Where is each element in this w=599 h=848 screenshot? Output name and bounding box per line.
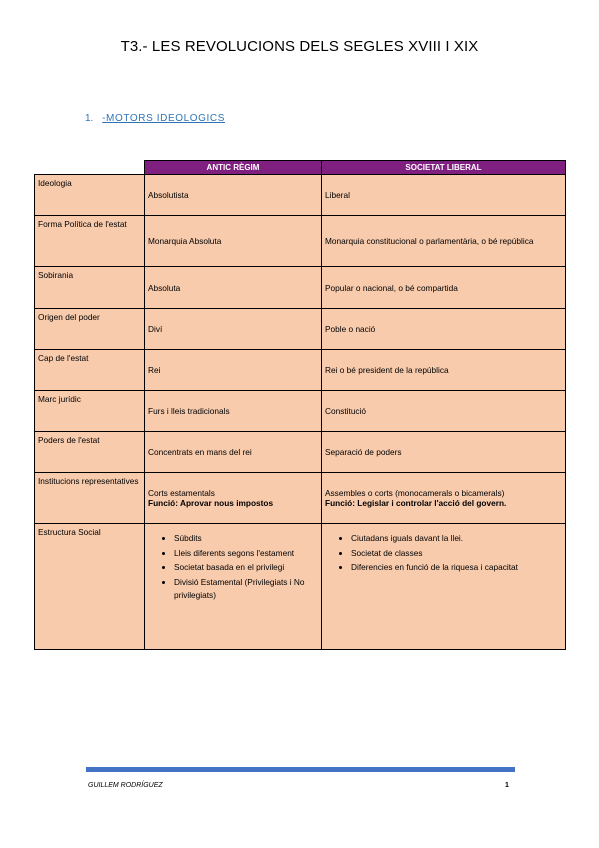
- header-societat-liberal: SOCIETAT LIBERAL: [322, 161, 566, 175]
- list-item: • Súbdits: [174, 532, 318, 546]
- document-title: T3.- LES REVOLUCIONS DELS SEGLES XVIII I XIX: [120, 38, 479, 55]
- table-row: [35, 216, 566, 267]
- liberal-cell: [322, 524, 566, 650]
- header-blank: [35, 161, 145, 175]
- table-row: [35, 432, 566, 473]
- antic-cell: Rei: [145, 350, 322, 391]
- page-number: 1: [505, 782, 509, 789]
- antic-social-list: [148, 532, 318, 603]
- antic-cell: [145, 473, 322, 524]
- section-heading: [85, 113, 225, 124]
- antic-cell: [145, 524, 322, 650]
- list-item: • Societat de classes: [351, 547, 562, 561]
- antic-cell: Furs i lleis tradicionals: [145, 391, 322, 432]
- antic-cell: Monarquia Absoluta: [145, 216, 322, 267]
- function-label: Funció: [148, 498, 176, 508]
- liberal-cell: [322, 473, 566, 524]
- footer-author: GUILLEM RODRÍGUEZ: [88, 782, 163, 789]
- antic-cell: Diví: [145, 309, 322, 350]
- antic-cell: Absoluta: [145, 267, 322, 309]
- row-label: Marc jurídic: [35, 391, 145, 432]
- comparison-table: [34, 160, 566, 650]
- liberal-cell: Rei o bé president de la república: [322, 350, 566, 391]
- function-text: : Legislar i controlar l'acció del govern.: [352, 498, 507, 508]
- list-item: • Ciutadans iguals davant la llei.: [351, 532, 562, 546]
- table-row: [35, 391, 566, 432]
- function-label: Funció: [325, 498, 353, 508]
- section-label: -MOTORS IDEOLOGICS: [102, 113, 225, 124]
- liberal-cell: Monarquia constitucional o parlamentària, o bé república: [322, 216, 566, 267]
- row-label: Forma Política de l'estat: [35, 216, 145, 267]
- table-row: [35, 175, 566, 216]
- table-row: [35, 473, 566, 524]
- footer-divider: [86, 767, 515, 772]
- function-text: : Aprovar nous impostos: [175, 498, 274, 508]
- row-label: Poders de l'estat: [35, 432, 145, 473]
- section-number: 1.: [85, 113, 94, 124]
- header-antic-regim: ANTIC RÈGIM: [145, 161, 322, 175]
- liberal-function: [325, 498, 562, 508]
- table-row: [35, 524, 566, 650]
- row-label: Estructura Social: [35, 524, 145, 650]
- antic-cell: Concentrats en mans del rei: [145, 432, 322, 473]
- antic-institution: Corts estamentals: [148, 488, 215, 498]
- table-header-row: [35, 161, 566, 175]
- row-label: Institucions representatives: [35, 473, 145, 524]
- table-row: [35, 267, 566, 309]
- antic-function: [148, 498, 318, 508]
- liberal-social-list: [325, 532, 562, 575]
- list-item: • Societat basada en el privilegi: [174, 561, 318, 575]
- row-label: Cap de l'estat: [35, 350, 145, 391]
- row-label: Origen del poder: [35, 309, 145, 350]
- list-item: • Divisió Estamental (Privilegiats i No privilegiats): [174, 576, 318, 603]
- table-row: [35, 309, 566, 350]
- table-row: [35, 350, 566, 391]
- antic-cell: Absolutista: [145, 175, 322, 216]
- list-item: • Lleis diferents segons l'estament: [174, 547, 318, 561]
- liberal-cell: Popular o nacional, o bé compartida: [322, 267, 566, 309]
- liberal-cell: Separació de poders: [322, 432, 566, 473]
- liberal-institution: Assembles o corts (monocamerals o bicamerals): [325, 488, 505, 498]
- row-label: Ideologia: [35, 175, 145, 216]
- row-label: Sobirania: [35, 267, 145, 309]
- list-item: • Diferencies en funció de la riquesa i capacitat: [351, 561, 562, 575]
- liberal-cell: Liberal: [322, 175, 566, 216]
- liberal-cell: Constitució: [322, 391, 566, 432]
- liberal-cell: Poble o nació: [322, 309, 566, 350]
